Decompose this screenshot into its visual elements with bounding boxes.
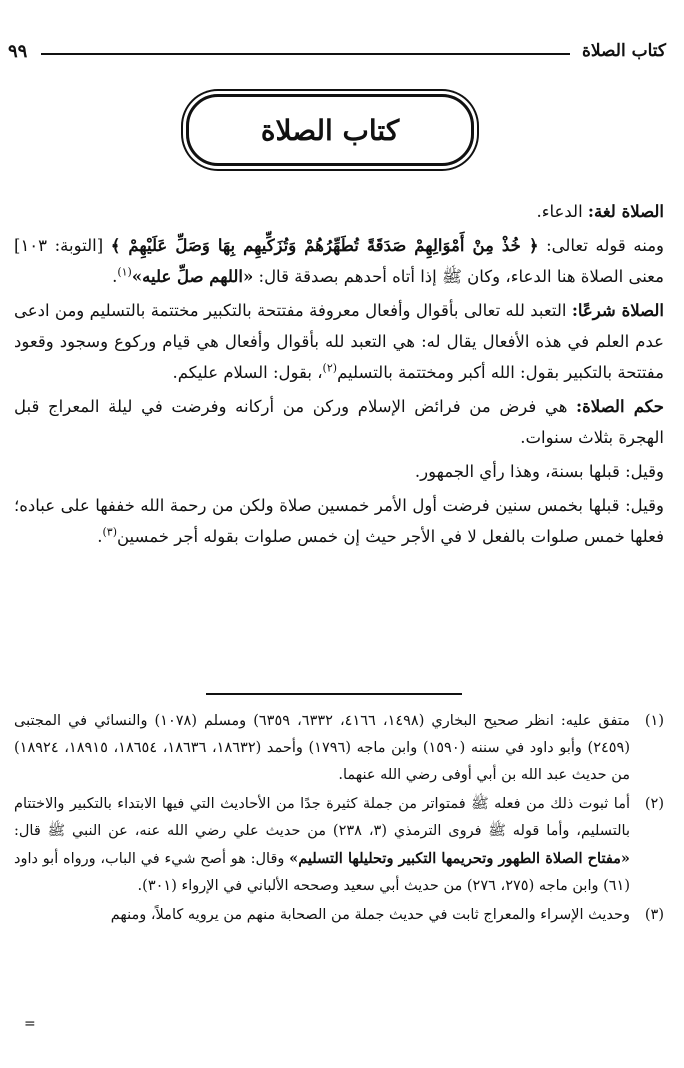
term-label: الصلاة شرعًا: [571, 301, 664, 320]
footnote-text-part: وقال: هو أصح شيء في الباب، ورواه أبو داود (٦١) وابن ماجه (٢٧٥، ٢٧٦) من حديث أبي سعيد وصححه الألباني في الإرواء (٣٠١). [14, 851, 630, 894]
paragraph-opinion-one [14, 456, 664, 487]
footnote-text-part: أما ثبوت ذلك من فعله ﷺ فمتواتر من جملة كثيرة جدًا من الأحاديث التي فيها الابتداء بالتكبير والاختتام بالتسليم، وأما قوله ﷺ فروى الترمذي (٣، ٢٣٨) من حديث علي رضي الله عنه، عن النبي ﷺ قال: [14, 796, 630, 839]
footnote-separator [206, 693, 462, 695]
running-header [8, 36, 666, 66]
footnote-text: متفق عليه: انظر صحيح البخاري (١٤٩٨، ٤١٦٦، ٦٣٣٢، ٦٣٥٩) ومسلم (١٠٧٨) والنسائي في المجتبى (٢٤٥٩) وأبو داود في سننه (١٥٩٠) وابن ماجه (١٧٩٦) وأحمد (١٨٦٣٢، ١٨٦٣٦، ١٨٦٥٤، ١٨٩١٥، ١٨٩٢٤) من حديث عبد الله بن أبي أوفى رضي الله عنهما. [14, 713, 631, 783]
footnote-ref: (٣) [102, 525, 117, 539]
footnote-mark: (١) [644, 713, 664, 729]
chapter-title: كتاب الصلاة [260, 113, 400, 147]
paragraph-lead: ومنه قوله تعالى: [538, 236, 665, 255]
paragraph-opinion-two [14, 490, 664, 552]
term-label: حكم الصلاة: [576, 397, 664, 416]
footnotes [14, 708, 664, 931]
paragraph-text: [التوبة: ١٠٣] معنى الصلاة هنا الدعاء، وكان ﷺ إذا أتاه أحدهم بصدقة قال: [14, 236, 664, 286]
main-text [14, 196, 664, 555]
footnote-ref: (١) [117, 265, 132, 279]
paragraph-end: . [97, 527, 103, 546]
running-header-title: كتاب الصلاة [581, 41, 666, 61]
footnote-text [14, 791, 630, 900]
paragraph-prayer-ruling [14, 391, 664, 453]
chapter-title-frame [186, 94, 474, 166]
paragraph-end: . [112, 267, 118, 286]
paragraph-prayer-legal [14, 295, 664, 388]
paragraph-text: وقيل: قبلها بسنة، وهذا رأي الجمهور. [414, 462, 664, 481]
header-rule [41, 53, 570, 55]
footnote-mark: (٢) [644, 796, 664, 812]
footnote-ref: (٢) [322, 361, 338, 375]
paragraph-text: الدعاء. [536, 202, 588, 221]
footnote [14, 791, 664, 900]
term-label: الصلاة لغة: [587, 202, 664, 221]
footnote [14, 902, 664, 929]
paragraph-text: التعبد لله تعالى بأقوال وأفعال معروفة مفتتحة بالتكبير مختتمة بالتسليم ومن ادعى عدم العلم في هذه الأفعال يقال له: هي التعبد لله بأقوال وأفعال هي قيام وركوع وسجود وقعود مفتتحة بالتكبير بقول: الله أكبر ومختتمة بالتسليم [14, 301, 664, 382]
hadith-quote: «اللهم صلِّ عليه» [131, 267, 254, 286]
paragraph-text: هي فرض من فرائض الإسلام وركن من أركانه وفرضت في ليلة المعراج قبل الهجرة بثلاث سنوات. [14, 397, 664, 447]
paragraph-end: ، بقول: السلام عليكم. [172, 363, 323, 382]
footnote-text: وحديث الإسراء والمعراج ثابت في حديث جملة من الصحابة منهم من يرويه كاملاً، ومنهم [110, 907, 630, 923]
footnote-mark: (٣) [644, 907, 664, 923]
hadith-quote: «مفتاح الصلاة الطهور وتحريمها التكبير وتحليلها التسليم» [289, 850, 630, 867]
paragraph-prayer-linguistic [14, 196, 664, 227]
paragraph-text: وقيل: قبلها بخمس سنين فرضت أول الأمر خمسين صلاة ولكن من رحمة الله خففها على عباده؛ فعلها خمس صلوات بالفعل لا في الأجر حيث إن خمس صلوات بقوله أجر خمسين [14, 496, 664, 546]
paragraph-quran-evidence [14, 230, 664, 292]
continuation-mark: = [24, 1016, 36, 1032]
footnote [14, 708, 664, 789]
quran-verse: ﴿ خُذْ مِنْ أَمْوَالِهِمْ صَدَقَةً تُطَهِّرُهُمْ وَتُزَكِّيهِم بِهَا وَصَلِّ عَلَيْهِمْ ﴾ [110, 236, 539, 255]
page-number: ٩٩ [8, 40, 28, 62]
